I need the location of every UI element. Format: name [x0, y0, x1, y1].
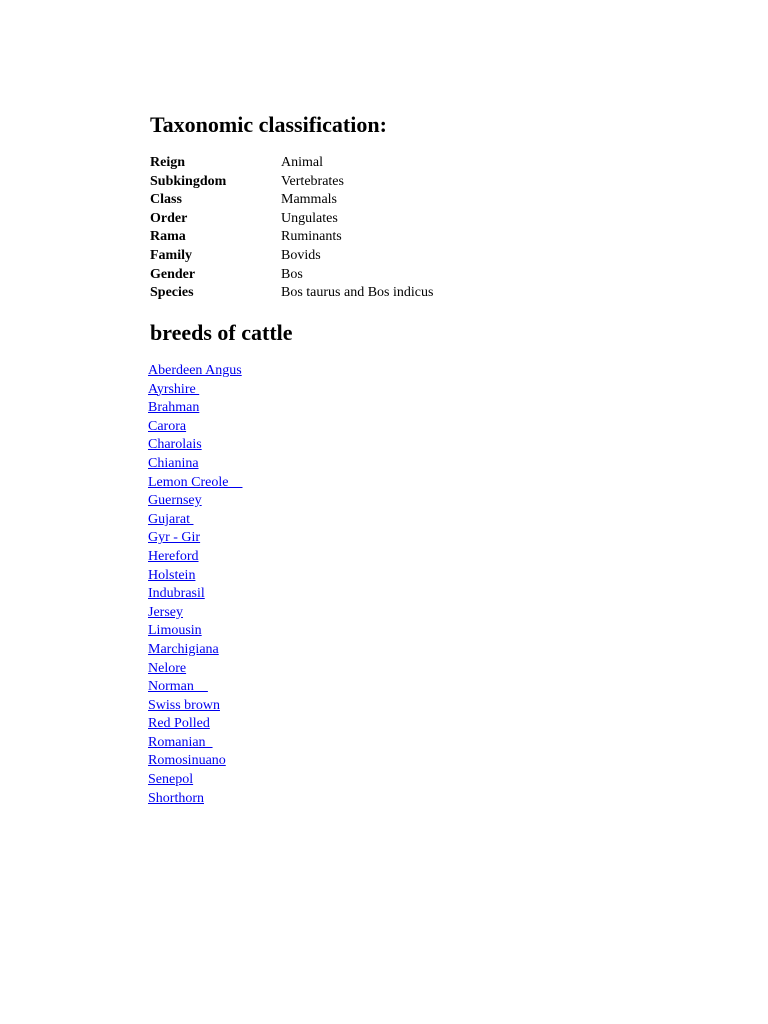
taxonomy-row — [150, 266, 433, 285]
breed-list-item — [148, 399, 242, 418]
taxonomy-row — [150, 210, 433, 229]
taxonomy-rank-label: Rama — [150, 229, 186, 245]
breed-link-list — [148, 362, 242, 808]
breed-link[interactable]: Holstein — [148, 567, 196, 583]
breed-link[interactable]: Ayrshire — [148, 381, 200, 397]
taxonomy-row — [150, 247, 433, 266]
breed-list-item — [148, 660, 242, 679]
breed-list-item — [148, 790, 242, 809]
taxonomy-rank-value: Vertebrates — [281, 173, 344, 189]
breed-link[interactable]: Swiss brown — [148, 697, 220, 713]
breed-link[interactable]: Red Polled — [148, 716, 210, 732]
breed-list-item — [148, 697, 242, 716]
taxonomy-rank-label: Class — [150, 192, 182, 208]
taxonomy-row — [150, 191, 433, 210]
taxonomy-rank-label: Order — [150, 210, 188, 226]
breed-link[interactable]: Romosinuano — [148, 753, 226, 769]
taxonomy-row — [150, 154, 433, 173]
breed-list-item — [148, 622, 242, 641]
taxonomy-rank-label: Species — [150, 285, 194, 301]
taxonomy-rank-label: Gender — [150, 266, 196, 282]
taxonomy-rank-value: Bos — [281, 266, 303, 282]
breed-link[interactable]: Jersey — [148, 604, 183, 620]
breed-link[interactable]: Guernsey — [148, 493, 202, 509]
breed-list-item — [148, 362, 242, 381]
taxonomy-table-body — [150, 154, 433, 303]
breed-link[interactable]: Lemon Creole — [148, 474, 243, 490]
breed-link[interactable]: Limousin — [148, 623, 202, 639]
breed-list-item — [148, 529, 242, 548]
taxonomy-rank-value: Ungulates — [281, 210, 338, 226]
breed-link[interactable]: Brahman — [148, 400, 200, 416]
breed-link[interactable]: Aberdeen Angus — [148, 363, 242, 378]
taxonomy-rank-value: Ruminants — [281, 229, 342, 245]
breed-list-item — [148, 585, 242, 604]
breed-link[interactable]: Hereford — [148, 548, 199, 564]
breed-link[interactable]: Gyr - Gir — [148, 530, 201, 546]
breed-link[interactable]: Indubrasil — [148, 586, 205, 602]
breed-list-item — [148, 734, 242, 753]
taxonomy-rank-value: Animal — [281, 155, 323, 170]
breed-list-item — [148, 548, 242, 567]
breed-link[interactable]: Carora — [148, 418, 187, 434]
taxonomy-rank-label: Reign — [150, 155, 185, 170]
breed-list-item — [148, 715, 242, 734]
taxonomy-rank-value: Bovids — [281, 247, 321, 263]
taxonomy-rank-value: Mammals — [281, 192, 337, 208]
breed-link[interactable]: Gujarat — [148, 511, 194, 527]
breed-list-item — [148, 436, 242, 455]
breed-link[interactable]: Chianina — [148, 455, 199, 471]
taxonomy-row — [150, 173, 433, 192]
breed-list-item — [148, 511, 242, 530]
breed-list-item — [148, 771, 242, 790]
taxonomy-rank-label: Subkingdom — [150, 173, 227, 189]
breed-list-item — [148, 455, 242, 474]
breed-list-item — [148, 678, 242, 697]
taxonomy-table — [150, 154, 433, 303]
breed-link[interactable]: Nelore — [148, 660, 187, 676]
breeds-heading: breeds of cattle — [150, 320, 293, 345]
breed-link[interactable]: Romanian — [148, 734, 213, 750]
breed-list-item — [148, 604, 242, 623]
breed-list-item — [148, 641, 242, 660]
taxonomy-row — [150, 284, 433, 303]
breed-link[interactable]: Charolais — [148, 437, 202, 453]
taxonomy-rank-label: Family — [150, 247, 192, 263]
breed-list-item — [148, 474, 242, 493]
breed-link[interactable]: Marchigiana — [148, 641, 219, 657]
breed-list-item — [148, 752, 242, 771]
taxonomy-heading: Taxonomic classification: — [150, 112, 387, 137]
taxonomy-row — [150, 228, 433, 247]
breed-list-item — [148, 418, 242, 437]
breed-link[interactable]: Shorthorn — [148, 790, 204, 806]
breed-list-item — [148, 567, 242, 586]
breed-list-item — [148, 492, 242, 511]
breed-link[interactable]: Senepol — [148, 772, 194, 788]
taxonomy-rank-value: Bos taurus and Bos indicus — [281, 285, 434, 301]
breed-link[interactable]: Norman — [148, 679, 208, 695]
breed-list-item — [148, 381, 242, 400]
